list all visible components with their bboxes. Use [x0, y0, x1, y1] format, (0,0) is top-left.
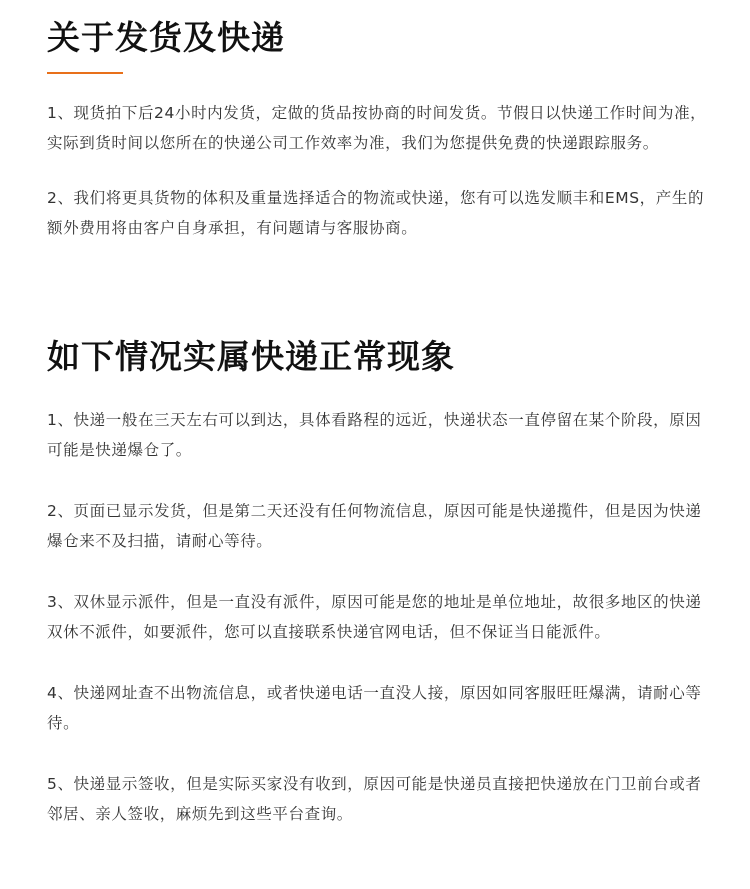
shipping-section	[47, 14, 717, 243]
shipping-section-title: 关于发货及快递	[47, 18, 285, 57]
normal-case-paragraph: 2、页面已显示发货，但是第二天还没有任何物流信息，原因可能是快递揽件，但是因为快递爆仓来不及扫描，请耐心等待。	[47, 502, 702, 550]
title-underline	[47, 72, 123, 74]
normal-cases-section-title: 如下情况实属快递正常现象	[47, 337, 455, 376]
shipping-paragraph: 2、我们将更具货物的体积及重量选择适合的物流或快递，您有可以选发顺丰和EMS，产生的额外费用将由客户自身承担，有问题请与客服协商。	[47, 189, 705, 237]
normal-cases-section	[47, 333, 717, 829]
normal-case-paragraph: 3、双休显示派件，但是一直没有派件，原因可能是您的地址是单位地址，故很多地区的快递双休不派件，如要派件，您可以直接联系快递官网电话，但不保证当日能派件。	[47, 593, 702, 641]
normal-case-paragraph: 1、快递一般在三天左右可以到达，具体看路程的远近，快递状态一直停留在某个阶段，原因可能是快递爆仓了。	[47, 411, 702, 459]
shipping-paragraph: 1、现货拍下后24小时内发货，定做的货品按协商的时间发货。节假日以快递工作时间为准，实际到货时间以您所在的快递公司工作效率为准，我们为您提供免费的快递跟踪服务。	[47, 104, 707, 152]
normal-case-paragraph: 4、快递网址查不出物流信息，或者快递电话一直没人接，原因如同客服旺旺爆满，请耐心等待。	[47, 684, 702, 732]
normal-case-paragraph: 5、快递显示签收，但是实际买家没有收到，原因可能是快递员直接把快递放在门卫前台或者邻居、亲人签收，麻烦先到这些平台查询。	[47, 775, 702, 823]
